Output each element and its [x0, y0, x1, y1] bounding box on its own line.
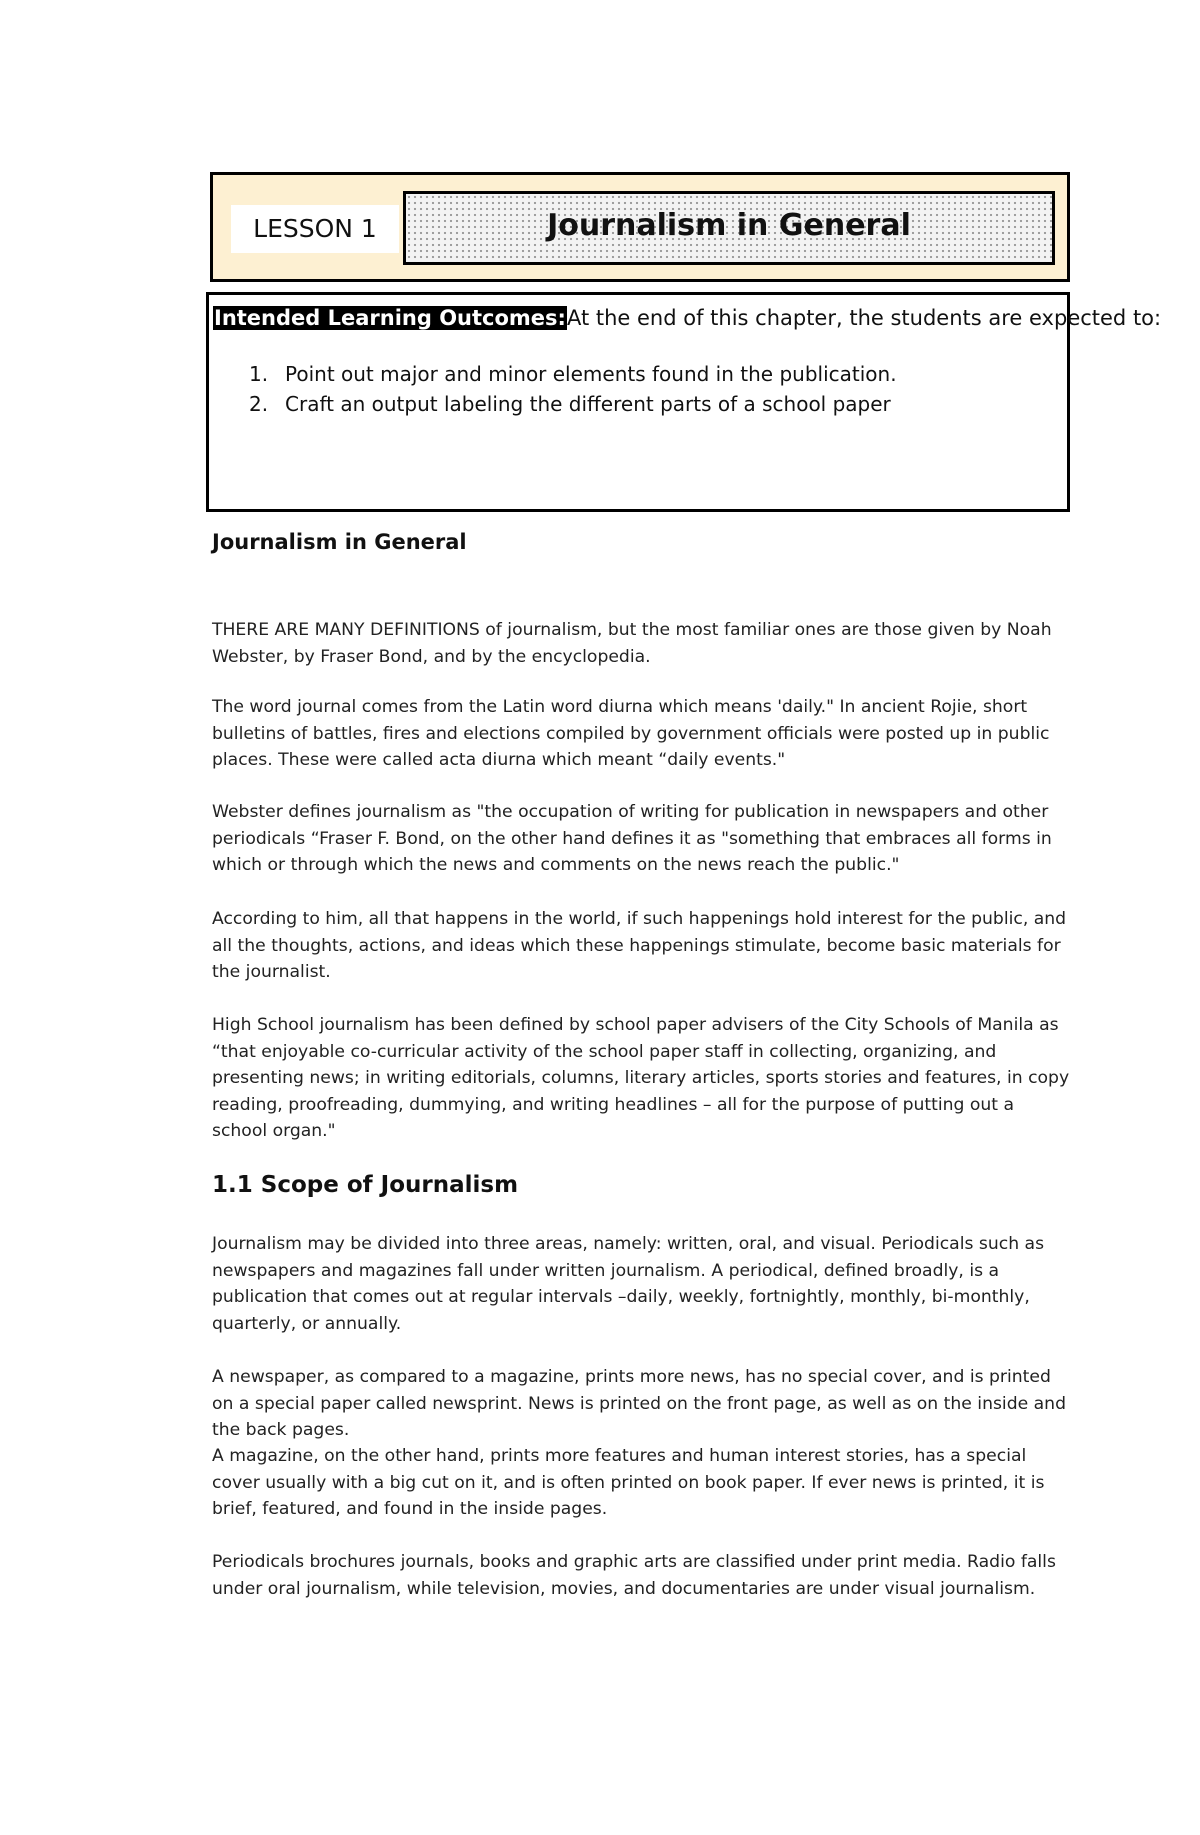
learning-outcomes-intro-text: At the end of this chapter, the students are expected to:	[566, 306, 1162, 330]
paragraph-high-school-journalism: High School journalism has been defined by school paper advisers of the City Schools of Manila as “that enjoyable co-curricular activity of the school paper staff in collecting, organizing, and presenting news; in writing editorials, columns, literary articles, sports stories and features, in copy reading, proofreading, dummying, and writing headlines – all for the purpose of putting out a school organ."	[212, 1015, 1070, 1141]
learning-outcomes-intro	[213, 303, 1161, 333]
learning-outcomes-list	[209, 359, 897, 419]
lesson-title: Journalism in General	[547, 208, 911, 243]
paragraph-print-media: Periodicals brochures journals, books and graphic arts are classified under print media. Radio falls under oral journalism, while television, movies, and documentaries are under visual journalism.	[212, 1552, 1056, 1599]
lesson-title-box	[403, 191, 1055, 265]
paragraph-webster-definition: Webster defines journalism as "the occupation of writing for publication in newspapers and other periodicals “Fraser F. Bond, on the other hand defines it as "something that embraces all forms in which or through which the news and comments on the news reach the public."	[212, 802, 1052, 875]
learning-outcomes-label: Intended Learning Outcomes:	[214, 306, 566, 330]
learning-outcome-item	[209, 389, 897, 419]
learning-outcomes-box	[206, 292, 1162, 512]
paragraph-word-journal: The word journal comes from the Latin word diurna which means 'daily." In ancient Rojie, short bulletins of battles, fires and elections compiled by government officials were posted up in public places. These were called acta diurna which meant “daily events."	[212, 697, 1050, 770]
section-heading-journalism-in-general: Journalism in General	[212, 530, 467, 554]
lesson-label: LESSON 1	[231, 205, 399, 253]
paragraph-according-to-him: According to him, all that happens in the world, if such happenings hold interest for the public, and all the thoughts, actions, and ideas which these happenings stimulate, become basic materials for the journalist.	[212, 909, 1067, 982]
paragraph-definitions: THERE ARE MANY DEFINITIONS of journalism, but the most familiar ones are those given by Noah Webster, by Fraser Bond, and by the encyclopedia.	[212, 620, 1052, 667]
learning-outcome-text: Craft an output labeling the different parts of a school paper	[285, 392, 891, 416]
learning-outcome-item	[209, 359, 897, 389]
paragraph-newspaper: A newspaper, as compared to a magazine, prints more news, has no special cover, and is printed on a special paper called newsprint. News is printed on the front page, as well as on the inside and the back pages.	[212, 1367, 1066, 1440]
paragraph-three-areas: Journalism may be divided into three areas, namely: written, oral, and visual. Periodicals such as newspapers and magazines fall under written journalism. A periodical, defined broadly, is a publication that comes out at regular intervals –daily, weekly, fortnightly, monthly, bi-monthly, quarterly, or annually.	[212, 1234, 1045, 1334]
section-heading-scope-of-journalism: 1.1 Scope of Journalism	[212, 1172, 519, 1198]
paragraph-magazine: A magazine, on the other hand, prints more features and human interest stories, has a special cover usually with a big cut on it, and is often printed on book paper. If ever news is printed, it is brief, featured, and found in the inside pages.	[212, 1446, 1045, 1519]
lesson-header	[210, 172, 1070, 282]
learning-outcome-text: Point out major and minor elements found in the publication.	[285, 362, 897, 386]
learning-outcome-number: 2.	[249, 392, 269, 416]
learning-outcome-number: 1.	[249, 362, 269, 386]
